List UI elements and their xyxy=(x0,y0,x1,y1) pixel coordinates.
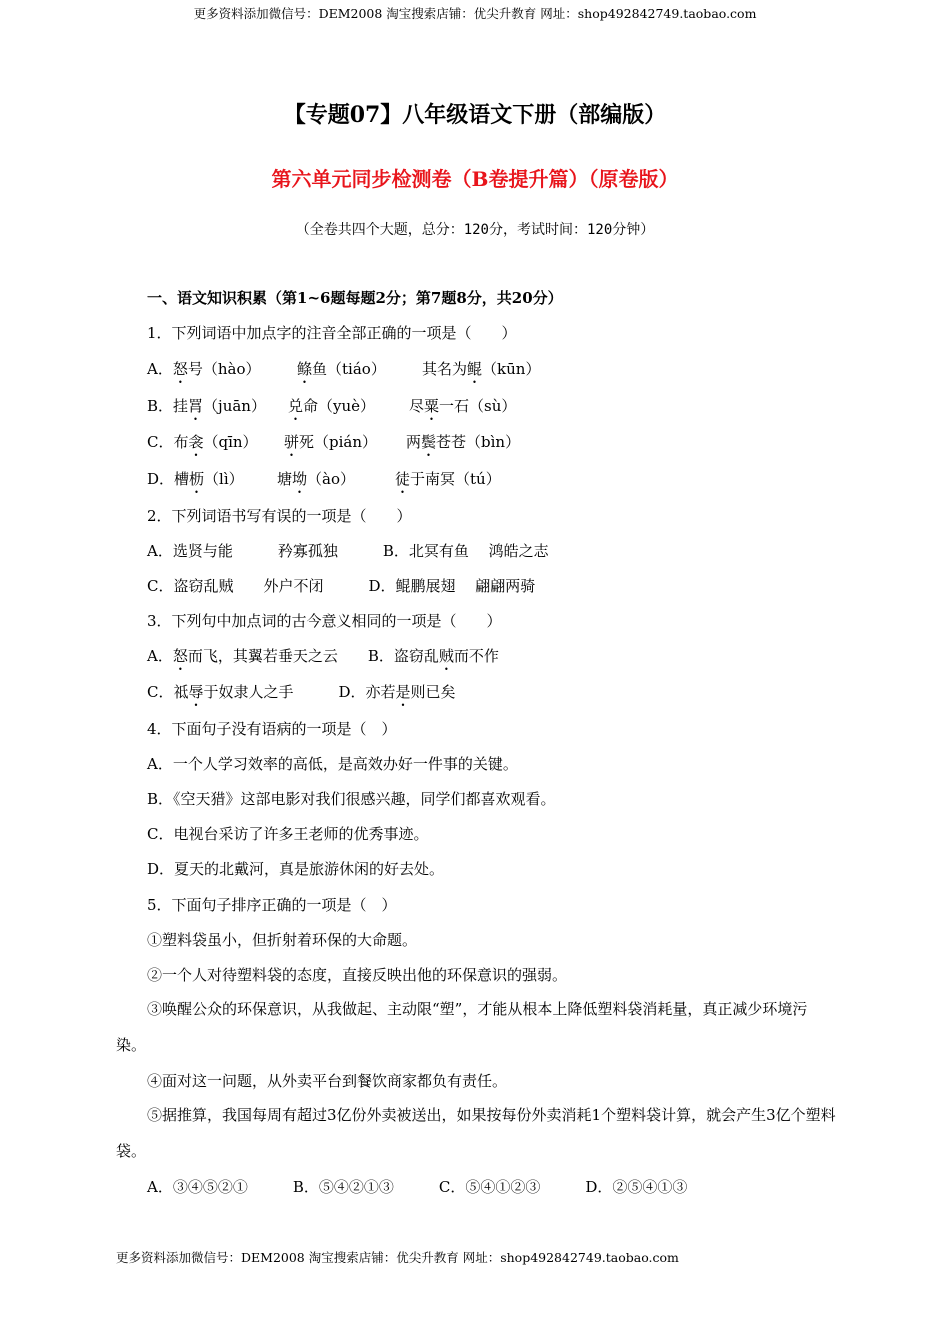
q1-option-d-part2: 塘坳（ào） xyxy=(277,470,356,488)
q4-option-d: D．夏天的北戴河，真是旅游休闲的好去处。 xyxy=(147,860,445,878)
exam-note: （全卷共四个大题，总分：120分，考试时间：120分钟） xyxy=(295,222,655,238)
q1-option-a-part2: 鲦鱼（tiáo） xyxy=(297,360,386,378)
q1-stem: 1．下列词语中加点字的注音全部正确的一项是（ ） xyxy=(147,324,517,342)
q1-option-b-part2: 兑命（yuè） xyxy=(288,397,376,415)
q1-option-b-part1: B．挂罥（juān） xyxy=(147,397,266,415)
q3-options-cd: C．祗辱于奴隶人之手 D．亦若是则已矣 xyxy=(147,683,456,701)
q1-option-c-part1: C．布衾（qīn） xyxy=(147,433,258,451)
q2-options-ab: A．选贤与能 矜寡孤独 B．北冥有鱼 鸿皓之志 xyxy=(147,542,549,560)
q5-options: A．③④⑤②① B．⑤④②①③ C．⑤④①②③ D．②⑤④①③ xyxy=(147,1178,688,1196)
q4-option-c: C．电视台采访了许多王老师的优秀事迹。 xyxy=(147,825,429,843)
document-title: 【专题07】八年级语文下册（部编版） xyxy=(283,102,667,128)
q1-option-c-part2: 骈死（pián） xyxy=(284,433,378,451)
q5-sentence-2: ②一个人对待塑料袋的态度，直接反映出他的环保意识的强弱。 xyxy=(147,966,568,984)
q1-option-d-part1: D．槽枥（lì） xyxy=(147,470,244,488)
page-header: 更多资料添加微信号：DEM2008 淘宝搜索店铺：优尖升教育 网址：shop492842749.taobao.com xyxy=(193,6,757,21)
q4-option-b: B．《空天猎》这部电影对我们很感兴趣，同学们都喜欢观看。 xyxy=(147,790,556,808)
q5-sentence-3: ③唤醒公众的环保意识，从我做起、主动限“塑”，才能从根本上降低塑料袋消耗量，真正减少环境污染。 xyxy=(116,1000,808,1054)
q5-stem: 5．下面句子排序正确的一项是（ ） xyxy=(147,896,397,914)
q5-sentence-5: ⑤据推算，我国每周有超过3亿份外卖被送出，如果按每份外卖消耗1个塑料袋计算，就会产生3亿个塑料袋。 xyxy=(116,1106,836,1160)
q1-option-a-part1: A．怒号（hào） xyxy=(147,360,261,378)
q4-option-a: A．一个人学习效率的高低，是高效办好一件事的关键。 xyxy=(147,755,518,773)
q1-option-d-part3: 徒于南冥（tú） xyxy=(395,470,501,488)
q5-sentence-1: ①塑料袋虽小，但折射着环保的大命题。 xyxy=(147,931,418,949)
q3-stem: 3．下列句中加点词的古今意义相同的一项是（ ） xyxy=(147,612,502,630)
q5-sentence-4: ④面对这一问题，从外卖平台到餐饮商家都负有责任。 xyxy=(147,1072,508,1090)
q1-option-a-part3: 其名为鲲（kūn） xyxy=(422,360,541,378)
section-heading: 一、语文知识积累（第1~6题每题2分；第7题8分，共20分） xyxy=(147,289,563,307)
q4-stem: 4．下面句子没有语病的一项是（ ） xyxy=(147,720,397,738)
page-footer: 更多资料添加微信号：DEM2008 淘宝搜索店铺：优尖升教育 网址：shop492842749.taobao.com xyxy=(116,1250,679,1265)
q1-option-b-part3: 尽粟一石（sù） xyxy=(409,397,517,415)
document-subtitle: 第六单元同步检测卷（B卷提升篇）（原卷版） xyxy=(271,167,679,191)
q2-options-cd: C．盗窃乱贼 外户不闭 D．鲲鹏展翅 翩翩两骑 xyxy=(147,577,536,595)
q2-stem: 2．下列词语书写有误的一项是（ ） xyxy=(147,507,412,525)
q3-options-ab: A．怒而飞，其翼若垂天之云 B．盗窃乱贼而不作 xyxy=(147,647,499,665)
q1-option-c-part3: 两鬓苍苍（bìn） xyxy=(406,433,521,451)
